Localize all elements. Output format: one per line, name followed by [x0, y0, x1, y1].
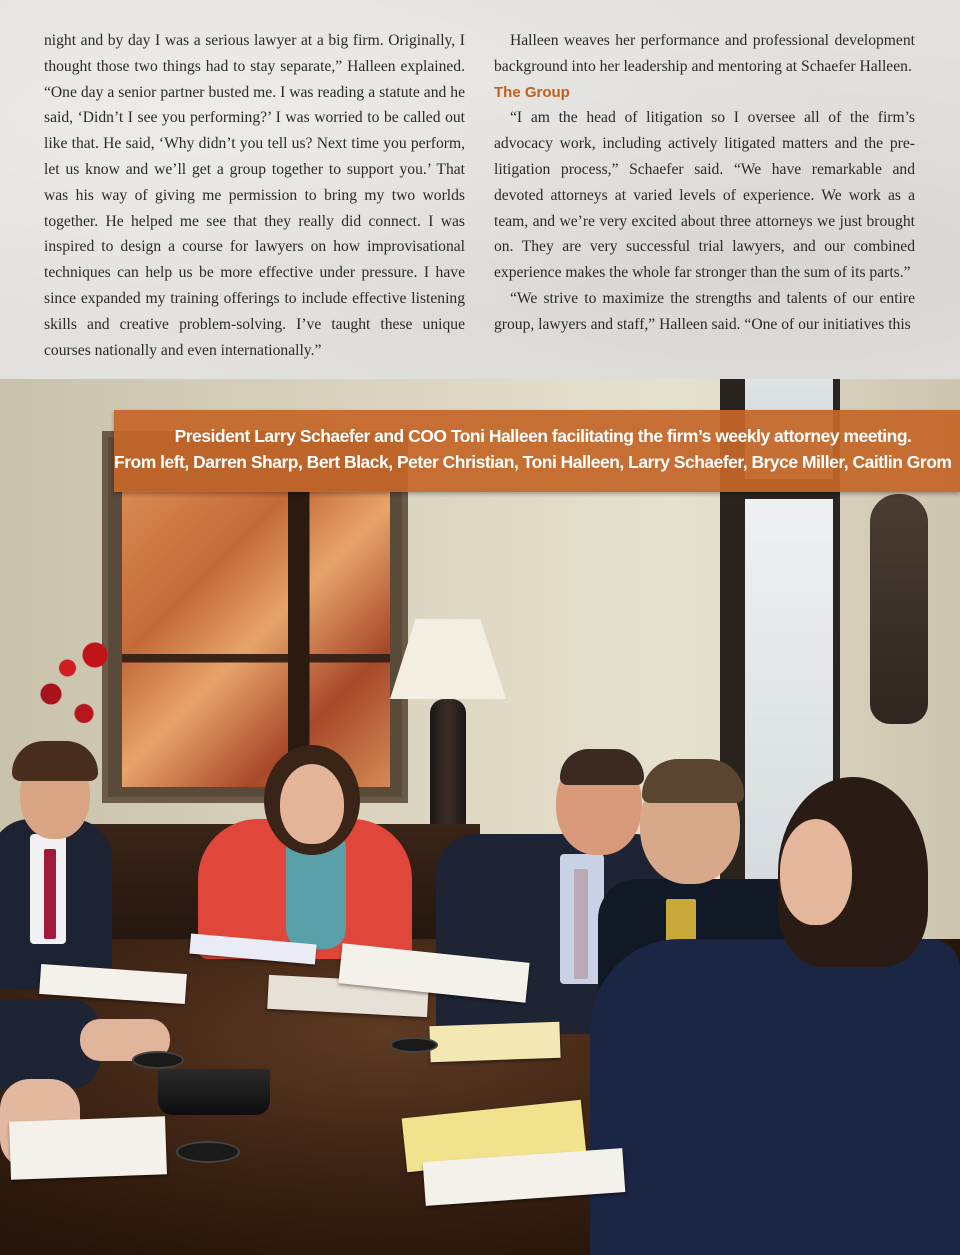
legal-pad-center	[429, 1022, 560, 1063]
coaster	[176, 1141, 240, 1163]
left-paragraph: night and by day I was a serious lawyer at a big firm. Originally, I thought those two things had to stay separate,” Halleen explained. “One day a senior partner busted me. I was reading a statute and he said, ‘Didn’t I see you performing?’ I was worried to be called out like that. He said, ‘Why didn’t you tell us? Next time you perform, let us know and we’ll get a group together to support you.’ That was his way of giving me permission to bring my two worlds together. He helped me see that they really did connect. I was inspired to design a course for lawyers on how improvisational techniques can help us be more effective under pressure. I have since expanded my training offerings to include effective listening skills and creative problem-solving. I’ve taught these unique courses nationally and even internationally.”	[44, 32, 465, 359]
photo-caption-line-2: From left, Darren Sharp, Bert Black, Peter Christian, Toni Halleen, Larry Schaefer, Bryce Miller, Caitlin Grom	[114, 452, 952, 472]
notepad-bottom-left	[9, 1116, 167, 1179]
right-paragraph-3: “We strive to maximize the strengths and talents of our entire group, lawyers and staff,” Halleen said. “One of our initiatives this	[494, 289, 915, 333]
candy-bowl	[158, 1069, 270, 1115]
lamp-base	[430, 699, 466, 827]
right-paragraph-2: “I am the head of litigation so I oversee all of the firm’s advocacy work, including actively litigated matters and the pre-litigation process,” Schaefer said. “We have remarkable and devoted attorneys at varied levels of experience. We work as a team, and we’re very excited about three attorneys we just brought on. They are very successful trial lawyers, and our combined experience makes the whole far stronger than the sum of its parts.”	[494, 109, 915, 282]
red-orchid-flowers	[18, 629, 128, 759]
right-intro-paragraph: Halleen weaves her performance and professional development background into her leadership and mentoring at Schaefer Halleen.	[494, 32, 915, 75]
right-column	[494, 28, 915, 338]
section-heading-the-group: The Group	[494, 83, 570, 101]
article-text-area	[0, 0, 960, 379]
abstract-painting	[122, 491, 390, 787]
coaster	[132, 1051, 184, 1069]
photo-caption-line-1: President Larry Schaefer and COO Toni Halleen facilitating the firm’s weekly attorney meeting.	[174, 426, 912, 446]
meeting-photo	[0, 379, 960, 1255]
photo-caption-banner	[114, 410, 960, 492]
coaster	[390, 1037, 438, 1053]
wall-mask-decoration	[870, 494, 928, 724]
left-column	[44, 28, 465, 363]
